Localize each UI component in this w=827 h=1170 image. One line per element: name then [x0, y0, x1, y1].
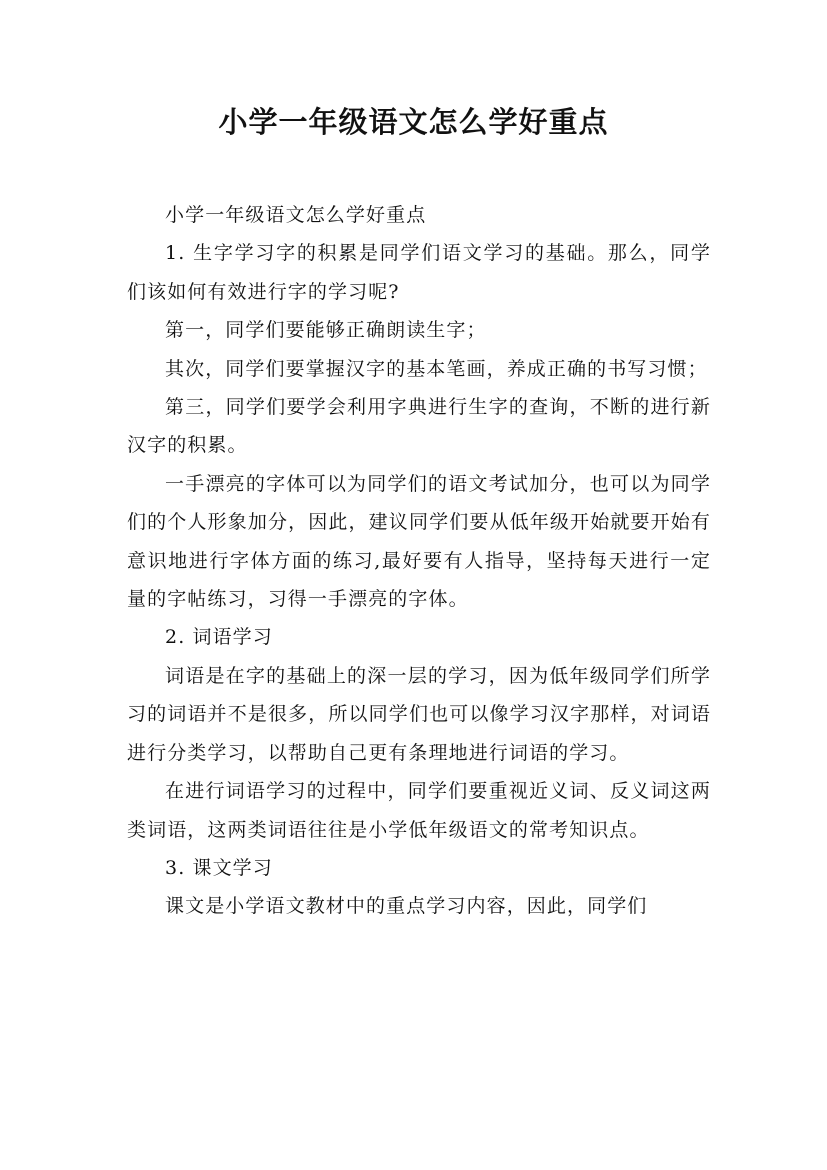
- paragraph: 1. 生字学习字的积累是同学们语文学习的基础。那么，同学们该如何有效进行字的学习呢?: [127, 242, 711, 303]
- document-title: 小学一年级语文怎么学好重点: [218, 105, 609, 139]
- section-heading: 2. 词语学习: [165, 626, 273, 649]
- paragraph: 其次，同学们要掌握汉字的基本笔画，养成正确的书写习惯；: [165, 357, 708, 380]
- document-body: [127, 196, 711, 926]
- paragraph: 词语是在字的基础上的深一层的学习，因为低年级同学们所学习的词语并不是很多，所以同学们也可以像学习汉字那样，对词语进行分类学习，以帮助自己更有条理地进行词语的学习。: [127, 664, 711, 764]
- paragraph: 小学一年级语文怎么学好重点: [165, 204, 427, 226]
- paragraph: 第三，同学们要学会利用字典进行生字的查询，不断的进行新汉字的积累。: [127, 396, 711, 457]
- paragraph: 第一，同学们要能够正确朗读生字；: [165, 319, 487, 342]
- paragraph: 在进行词语学习的过程中，同学们要重视近义词、反义词这两类词语，这两类词语往往是小学低年级语文的常考知识点。: [127, 780, 711, 841]
- paragraph: 一手漂亮的字体可以为同学们的语文考试加分，也可以为同学们的个人形象加分，因此，建议同学们要从低年级开始就要开始有意识地进行字体方面的练习,最好要有人指导，坚持每天进行一定量的字帖练习，习得一手漂亮的字体。: [127, 472, 711, 611]
- section-heading: 3. 课文学习: [165, 856, 273, 879]
- paragraph: 课文是小学语文教材中的重点学习内容，因此，同学们: [165, 895, 648, 918]
